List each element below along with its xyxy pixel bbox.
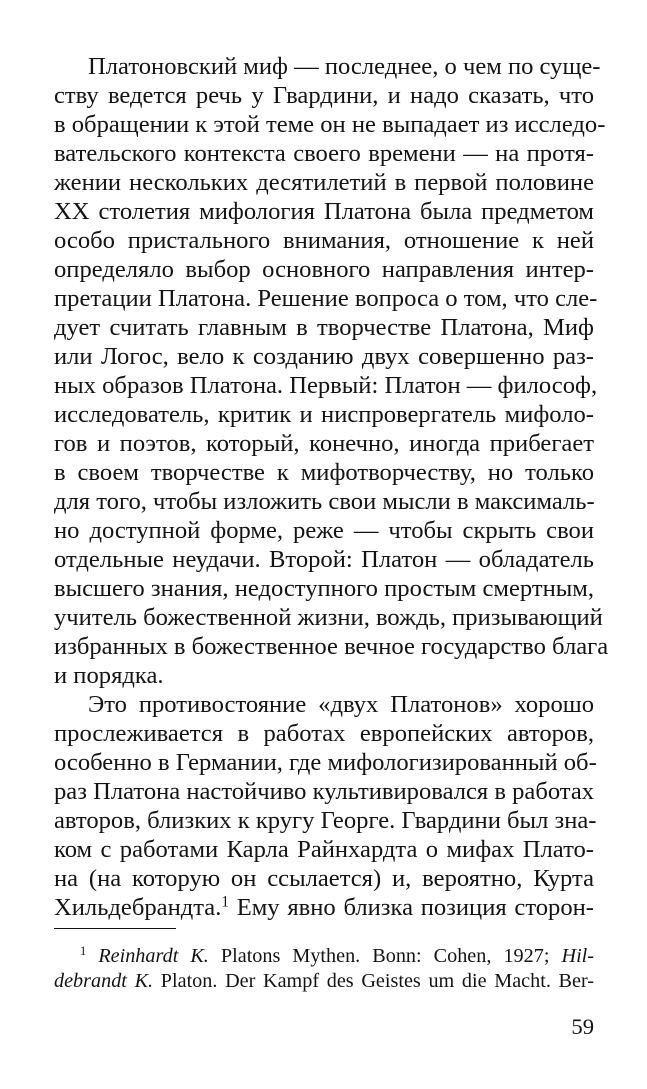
text-line: и порядка.: [54, 662, 164, 689]
footnote-line: [54, 969, 594, 994]
text-line: особо пристального внимания, отношение к ней: [54, 227, 594, 254]
text-line: XX столетия мифология Платона была предметом: [54, 198, 594, 225]
text-line: на (на которую он ссылается) и, вероятно, Курта: [54, 865, 594, 892]
text-line: в обращении к этой теме он не выпадает из исследо-: [54, 111, 606, 138]
text-line: Платоновский миф — последнее, о чем по суще-: [88, 53, 601, 80]
text-line: прослеживается в работах европейских авторов,: [54, 720, 594, 747]
footnote-author: Reinhardt K.: [98, 945, 209, 967]
text-line: авторов, близких к кругу Георге. Гвардини был зна-: [54, 807, 597, 834]
text-line: для того, чтобы изложить свои мысли в максималь-: [54, 488, 595, 515]
text-fragment: Ему явно близка позиция сторон-: [228, 894, 594, 921]
text-line: дует считать главным в творчестве Платона, Миф: [54, 314, 594, 341]
text-line: в своем творчестве к мифотворчеству, но только: [54, 459, 594, 486]
text-line: вательского контекста своего времени — на протя-: [54, 140, 594, 167]
text-line: Это противостояние «двух Платонов» хорошо: [88, 691, 594, 718]
text-line: избранных в божественное вечное государство блага: [54, 633, 609, 660]
text-fragment: Хильдебрандта.: [54, 894, 222, 921]
footnote-reference-marker[interactable]: 1: [221, 893, 229, 911]
text-line: жении нескольких десятилетий в первой половине: [54, 169, 594, 196]
text-line: гов и поэтов, который, конечно, иногда прибегает: [54, 430, 594, 457]
footnote-line: [80, 944, 594, 969]
text-line: ству ведется речь у Гвардини, и надо сказать, что: [54, 82, 594, 109]
text-line: раз Платона настойчиво культивировался в работах: [54, 778, 595, 805]
text-line: учитель божественной жизни, вождь, призывающий: [54, 604, 603, 631]
footnote-text: Platons Mythen. Bonn: Cohen, 1927;: [208, 945, 562, 967]
footnote-separator: [54, 928, 176, 929]
footnote-author: Hil-: [561, 945, 595, 967]
text-line: ных образов Платона. Первый: Платон — философ,: [54, 372, 598, 399]
footnote-number: 1: [80, 944, 87, 959]
text-line: претации Платона. Решение вопроса о том, что сле-: [54, 285, 598, 312]
text-line: исследователь, критик и ниспровергатель мифоло-: [54, 401, 594, 428]
footnote-text: Platon. Der Kampf des Geistes um die Macht. Ber-: [153, 970, 595, 992]
text-line: [54, 893, 594, 923]
text-line: но доступной форме, реже — чтобы скрыть свои: [54, 517, 594, 544]
text-line: или Логос, вело к созданию двух совершенно раз-: [54, 343, 594, 370]
text-line: высшего знания, недоступного простым смертным,: [54, 575, 594, 602]
page-number: 59: [571, 1014, 594, 1039]
text-line: ком с работами Карла Райнхардта о мифах Плато-: [54, 836, 594, 863]
footnote-author: debrandt K.: [54, 970, 154, 992]
text-line: определяло выбор основного направления интер-: [54, 256, 594, 283]
text-line: особенно в Германии, где мифологизированный об-: [54, 749, 597, 776]
text-line: отдельные неудачи. Второй: Платон — обладатель: [54, 546, 594, 573]
